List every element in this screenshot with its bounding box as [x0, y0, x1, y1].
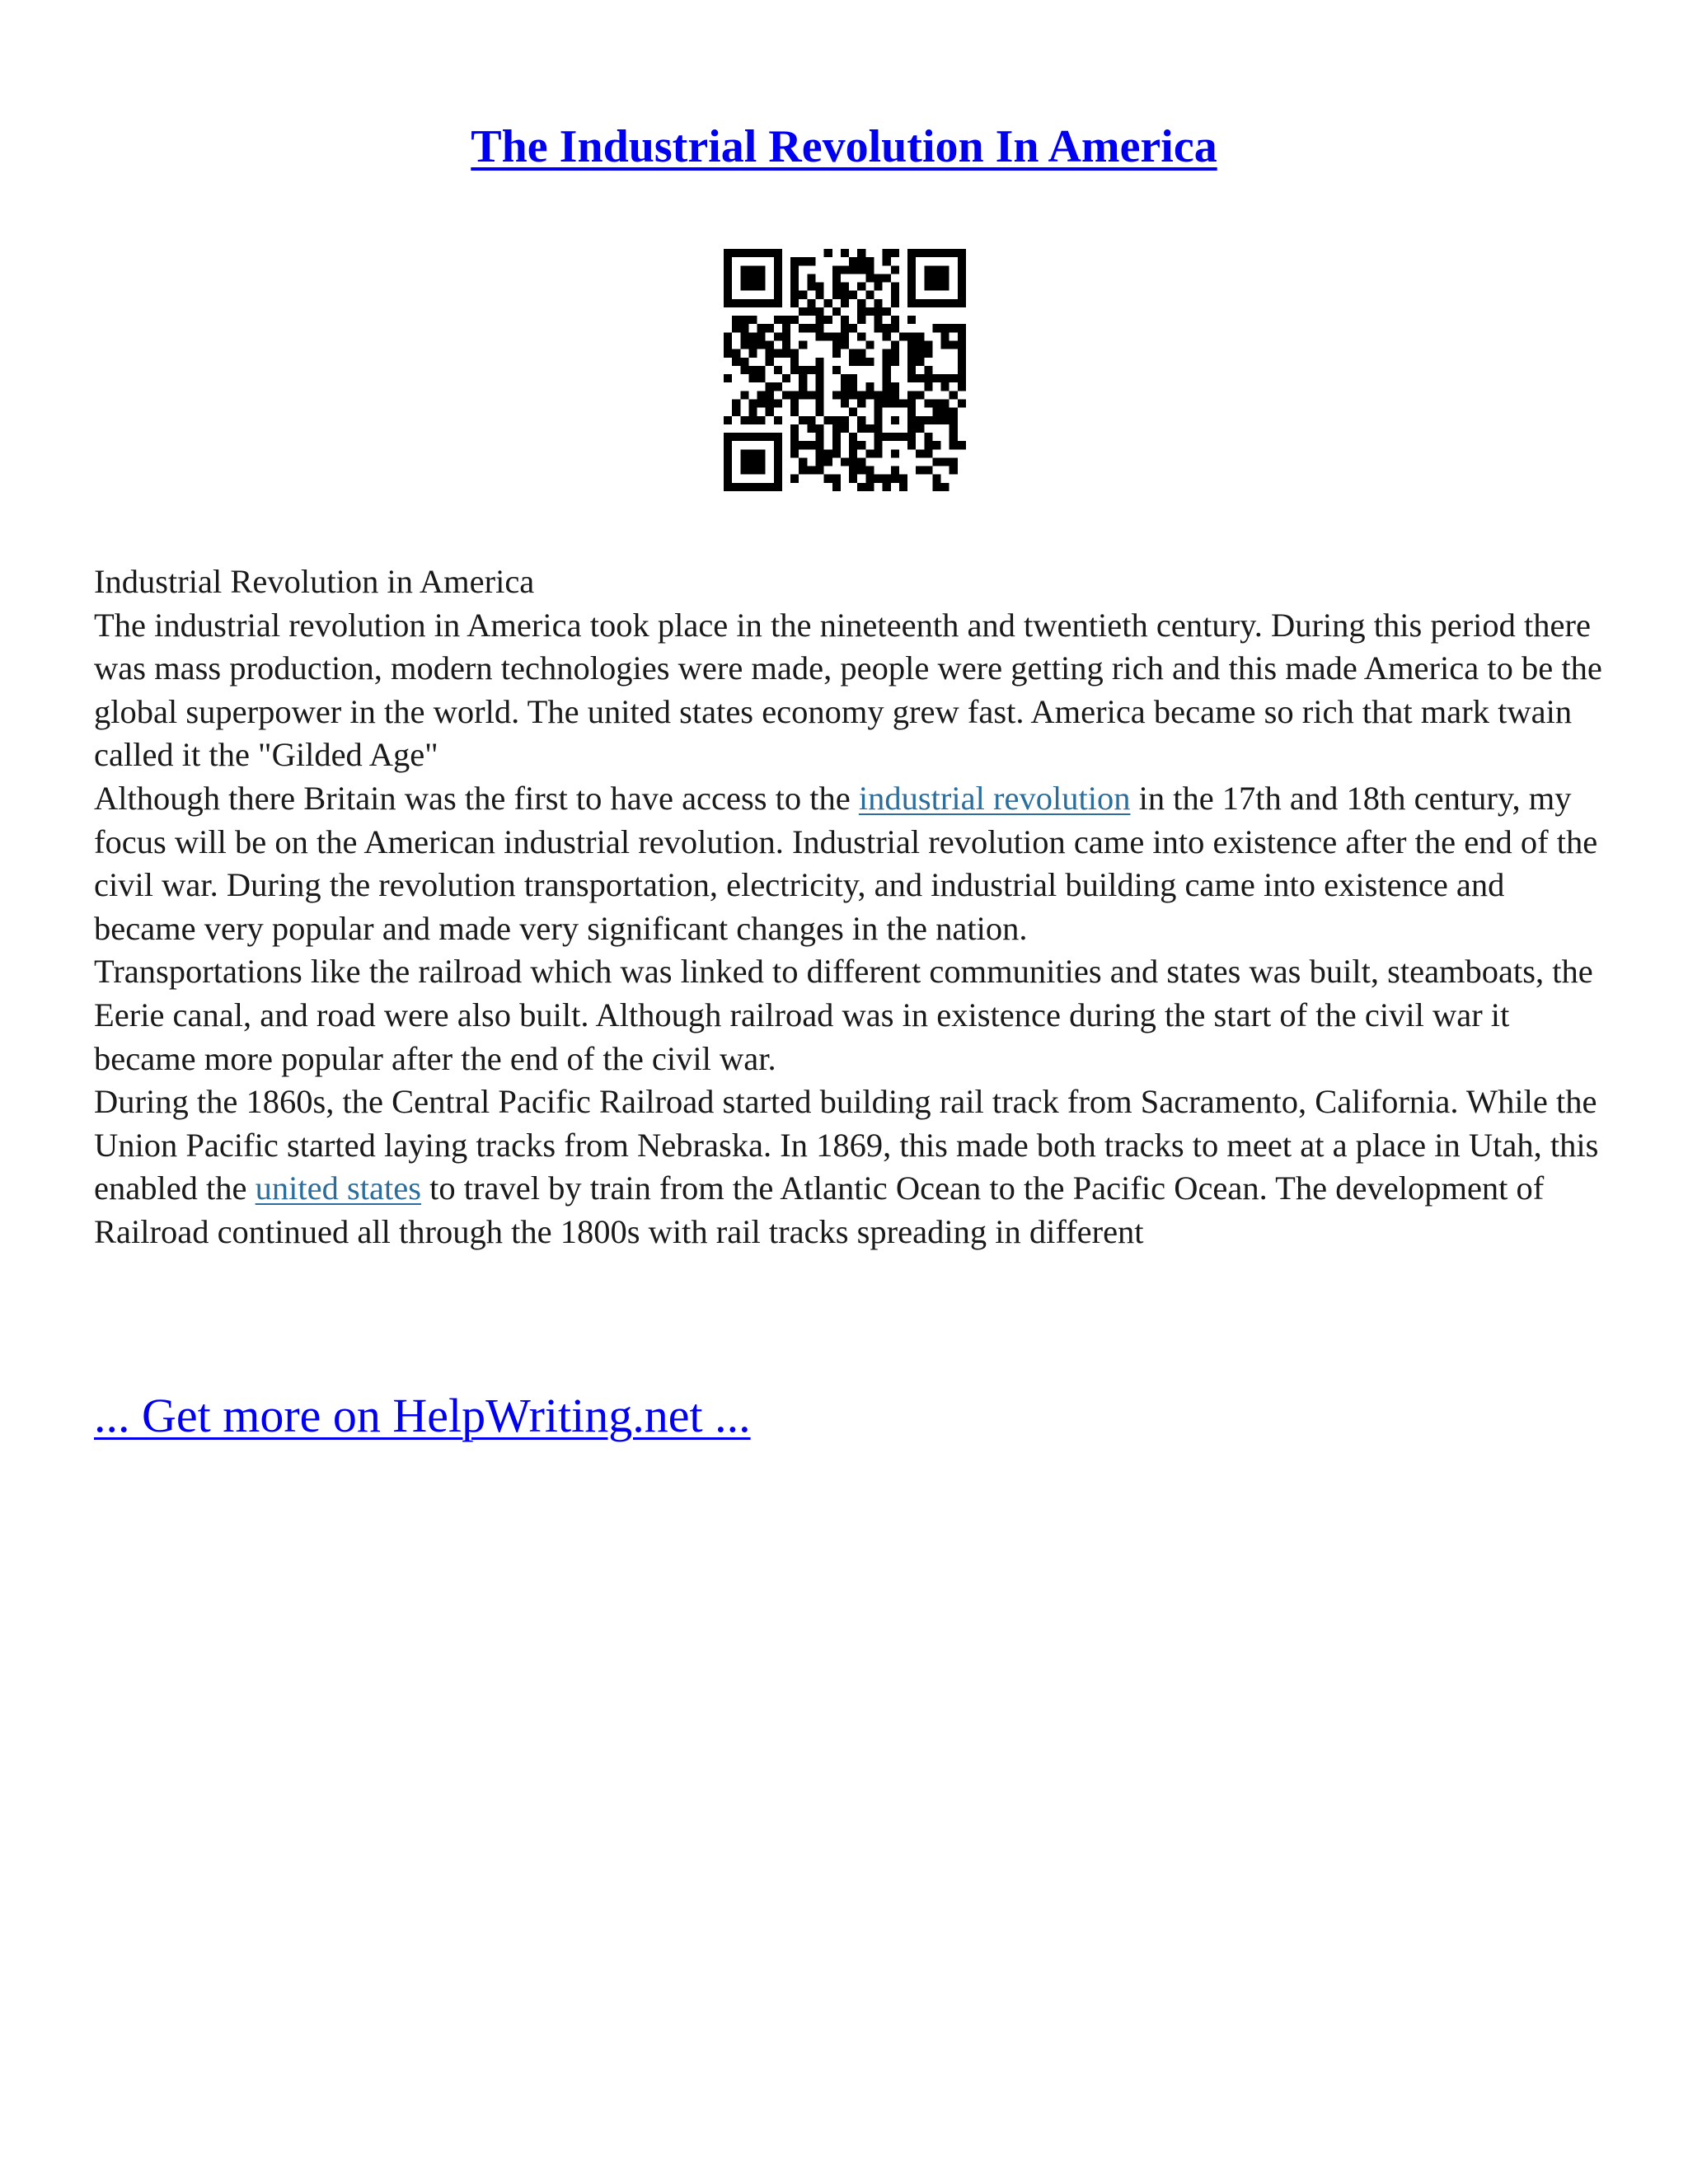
- united-states-link[interactable]: united states: [255, 1169, 422, 1207]
- paragraph-4-text-end: to travel by train from the Atlantic Ocean to the Pacific Ocean. The development of Railroad continued all through the 1800s with rail tracks spreading in different: [94, 1169, 1545, 1250]
- paragraph-2-text-start: Although there Britain was the first to have access to the: [94, 779, 859, 817]
- get-more-link[interactable]: ... Get more on HelpWriting.net ...: [94, 1389, 751, 1442]
- paragraph-1: The industrial revolution in America took place in the nineteenth and twentieth century. During this period there was mass production, modern technologies were made, people were getting rich and this made America to be the global superpower in the world. The united states economy grew fast. America became so rich that mark twain called it the "Gilded Age": [94, 606, 1602, 774]
- industrial-revolution-link[interactable]: industrial revolution: [858, 779, 1131, 817]
- qr-code: [724, 249, 966, 491]
- paragraph-4: [94, 1080, 1602, 1254]
- article-body: [94, 560, 1602, 1254]
- get-more-section: [94, 1387, 751, 1445]
- body-heading-line: Industrial Revolution in America: [94, 563, 535, 600]
- title-link[interactable]: The Industrial Revolution In America: [471, 121, 1217, 172]
- qr-code-icon: [724, 249, 966, 491]
- paragraph-4-text-start: During the 1860s, the Central Pacific Railroad started building rail track from Sacramento, California. While the Union Pacific started laying tracks from Nebraska. In 1869, this made both tracks to meet at a place in Utah, this enabled the: [94, 1083, 1599, 1207]
- paragraph-2-text-end: in the 17th and 18th century, my focus will be on the American industrial revolution. Industrial revolution came into existence after the end of the civil war. During the revolution transportation, electricity, and industrial building came into existence and became very popular and made very significant changes in the nation.: [94, 779, 1598, 947]
- paragraph-2: [94, 777, 1602, 950]
- paragraph-3: Transportations like the railroad which was linked to different communities and states was built, steamboats, the Eerie canal, and road were also built. Although railroad was in existence during the start of the civil war it became more popular after the end of the civil war.: [94, 953, 1593, 1077]
- document-title: [0, 114, 1688, 180]
